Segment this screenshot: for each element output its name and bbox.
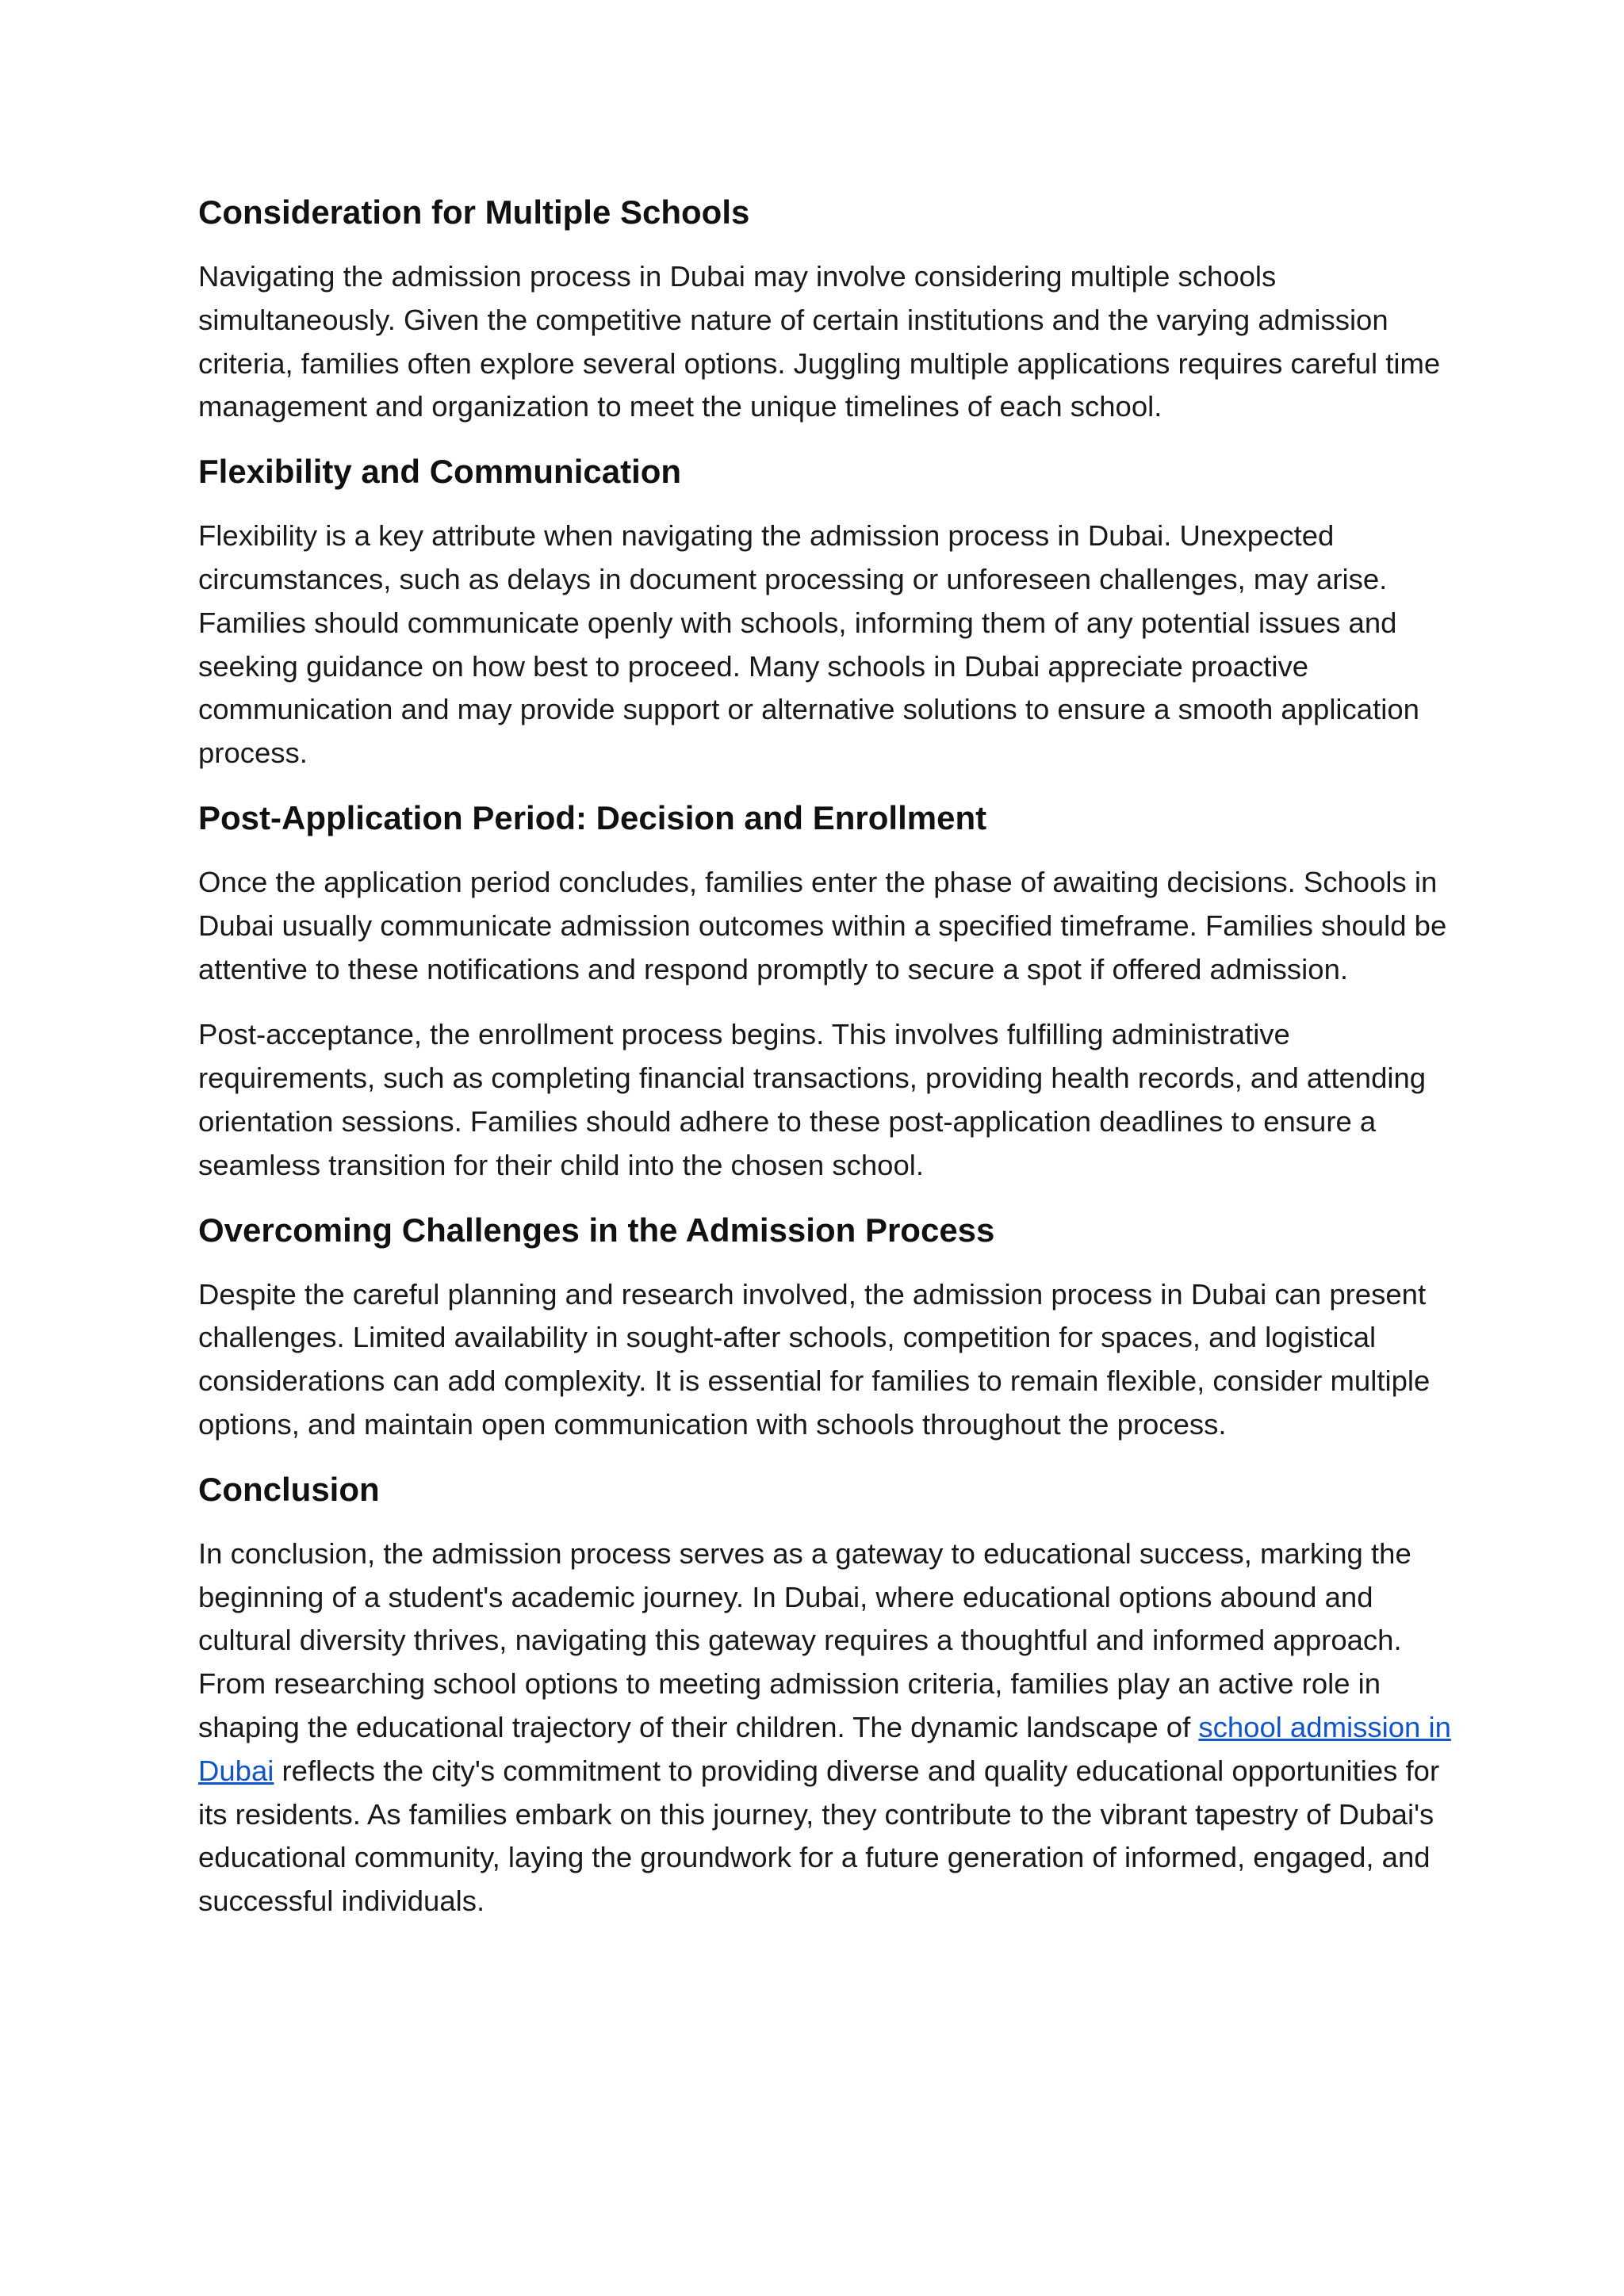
section-heading-flexibility: Flexibility and Communication: [198, 453, 682, 491]
section-heading-multiple-schools: Consideration for Multiple Schools: [198, 193, 750, 231]
section-paragraph-challenges: Despite the careful planning and research involved, the admission process in Dubai can present challenges. Limited availability in sought-after schools, competition for spaces, and logistical considerations can add complexity. It is essential for families to remain flexible, consider multiple options, and maintain open communication with schools throughout the process.: [198, 1277, 1431, 1441]
section-heading-challenges: Overcoming Challenges in the Admission Process: [198, 1211, 995, 1249]
section-heading-conclusion: Conclusion: [198, 1470, 380, 1508]
conclusion-text-after-link: reflects the city's commitment to providing diverse and quality educational opportunities for its residents. As families embark on this journey, they contribute to the vibrant tapestry of Dubai's educational community, laying the groundwork for a future generation of informed, engaged, and successful individuals.: [198, 1754, 1440, 1918]
section-paragraph-flexibility: Flexibility is a key attribute when navigating the admission process in Dubai. Unexpected circumstances, such as delays in document processing or unforeseen challenges, may arise. Families should communicate openly with schools, informing them of any potential issues and seeking guidance on how best to proceed. Many schools in Dubai appreciate proactive communication and may provide support or alternative solutions to ensure a smooth application process.: [198, 519, 1419, 770]
section-paragraph-post-application-2: Post-acceptance, the enrollment process begins. This involves fulfilling administrative requirements, such as completing financial transactions, providing health records, and attending orientation sessions. Families should adhere to these post-application deadlines to ensure a seamless transition for their child into the chosen school.: [198, 1018, 1427, 1181]
conclusion-text-before-link: In conclusion, the admission process serves as a gateway to educational success, marking the beginning of a student's academic journey. In Dubai, where educational options abound and cultural diversity thrives, navigating this gateway requires a thoughtful and informed approach. From researching school options to meeting admission criteria, families play an active role in shaping the educational trajectory of their children. The dynamic landscape of: [198, 1536, 1411, 1743]
section-heading-post-application: Post-Application Period: Decision and Enrollment: [198, 798, 987, 836]
section-paragraph-post-application-1: Once the application period concludes, families enter the phase of awaiting decisions. Schools in Dubai usually communicate admission outcomes within a specified timeframe. Families should be attentive to these notifications and respond promptly to secure a spot if offered admission.: [198, 865, 1447, 985]
section-paragraph-multiple-schools: Navigating the admission process in Dubai may involve considering multiple schools simultaneously. Given the competitive nature of certain institutions and the varying admission criteria, families often explore several options. Juggling multiple applications requires careful time management and organization to meet the unique timelines of each school.: [198, 260, 1441, 423]
school-admission-link[interactable]: school admission in Dubai: [198, 1710, 1451, 1787]
document-page: [198, 192, 1451, 1946]
section-paragraph-conclusion: [198, 1533, 1451, 1923]
